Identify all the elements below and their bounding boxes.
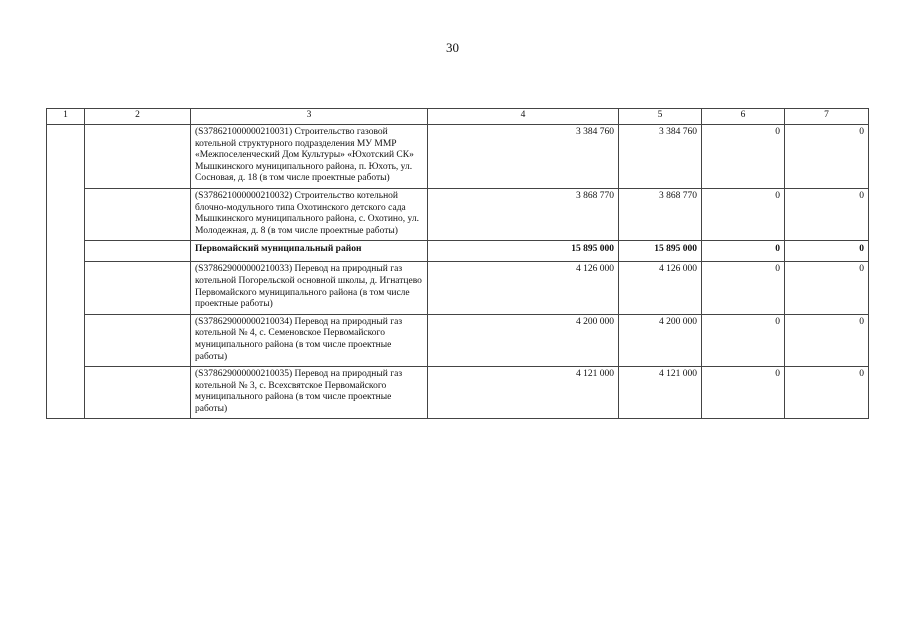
column-header-1: 1 (47, 109, 85, 125)
row-value-col4: 3 868 770 (428, 188, 619, 240)
header-row (47, 109, 869, 125)
cell-col2-empty (85, 367, 191, 419)
row-value-col7: 0 (785, 241, 869, 262)
column-header-3: 3 (191, 109, 428, 125)
row-value-col6: 0 (702, 314, 785, 366)
table-row (47, 262, 869, 314)
row-value-col7: 0 (785, 125, 869, 189)
table-row (47, 188, 869, 240)
cell-col1-empty (47, 125, 85, 419)
row-value-col4: 4 126 000 (428, 262, 619, 314)
row-value-col6: 0 (702, 262, 785, 314)
table-row (47, 125, 869, 189)
budget-table (46, 108, 869, 419)
row-value-col6: 0 (702, 241, 785, 262)
column-header-2: 2 (85, 109, 191, 125)
column-header-4: 4 (428, 109, 619, 125)
row-value-col4: 15 895 000 (428, 241, 619, 262)
row-value-col7: 0 (785, 262, 869, 314)
district-name: Первомайский муниципальный район (191, 241, 428, 262)
row-value-col7: 0 (785, 367, 869, 419)
row-description: (S378621000000210031) Строительство газовой котельной структурного подразделения МУ ММР «Межпоселенческий Дом Культуры» «Юхотский СК» Мышкинского муниципального района, п. Юхоть, ул. Сосновая, д. 18 (в том числе проектные работы) (191, 125, 428, 189)
row-description: (S378629000000210033) Перевод на природный газ котельной Погорельской основной школы, д. Игнатцево Первомайского муниципального района (в том числе проектные работы) (191, 262, 428, 314)
row-value-col5: 4 126 000 (619, 262, 702, 314)
column-header-6: 6 (702, 109, 785, 125)
cell-col2-empty (85, 314, 191, 366)
row-value-col6: 0 (702, 125, 785, 189)
cell-col2-empty (85, 262, 191, 314)
page-number: 30 (446, 40, 459, 55)
row-value-col5: 4 200 000 (619, 314, 702, 366)
row-value-col7: 0 (785, 188, 869, 240)
cell-col2-empty (85, 188, 191, 240)
column-header-5: 5 (619, 109, 702, 125)
row-value-col6: 0 (702, 367, 785, 419)
row-value-col5: 3 868 770 (619, 188, 702, 240)
row-description: (S378621000000210032) Строительство котельной блочно-модульного типа Охотинского детского сада Мышкинского муниципального района, с. Охотино, ул. Молодежная, д. 8 (в том числе проектные работы) (191, 188, 428, 240)
table-row (47, 367, 869, 419)
cell-col2-empty (85, 125, 191, 189)
row-value-col4: 4 200 000 (428, 314, 619, 366)
cell-col2-empty (85, 241, 191, 262)
row-value-col5: 4 121 000 (619, 367, 702, 419)
column-header-7: 7 (785, 109, 869, 125)
row-value-col4: 3 384 760 (428, 125, 619, 189)
district-total-row (47, 241, 869, 262)
row-description: (S378629000000210035) Перевод на природный газ котельной № 3, с. Всехсвятское Первомайского муниципального района (в том числе проектные работы) (191, 367, 428, 419)
row-value-col4: 4 121 000 (428, 367, 619, 419)
row-value-col7: 0 (785, 314, 869, 366)
row-value-col5: 15 895 000 (619, 241, 702, 262)
row-value-col5: 3 384 760 (619, 125, 702, 189)
row-value-col6: 0 (702, 188, 785, 240)
table-row (47, 314, 869, 366)
row-description: (S378629000000210034) Перевод на природный газ котельной № 4, с. Семеновское Первомайского муниципального района (в том числе проектные работы) (191, 314, 428, 366)
